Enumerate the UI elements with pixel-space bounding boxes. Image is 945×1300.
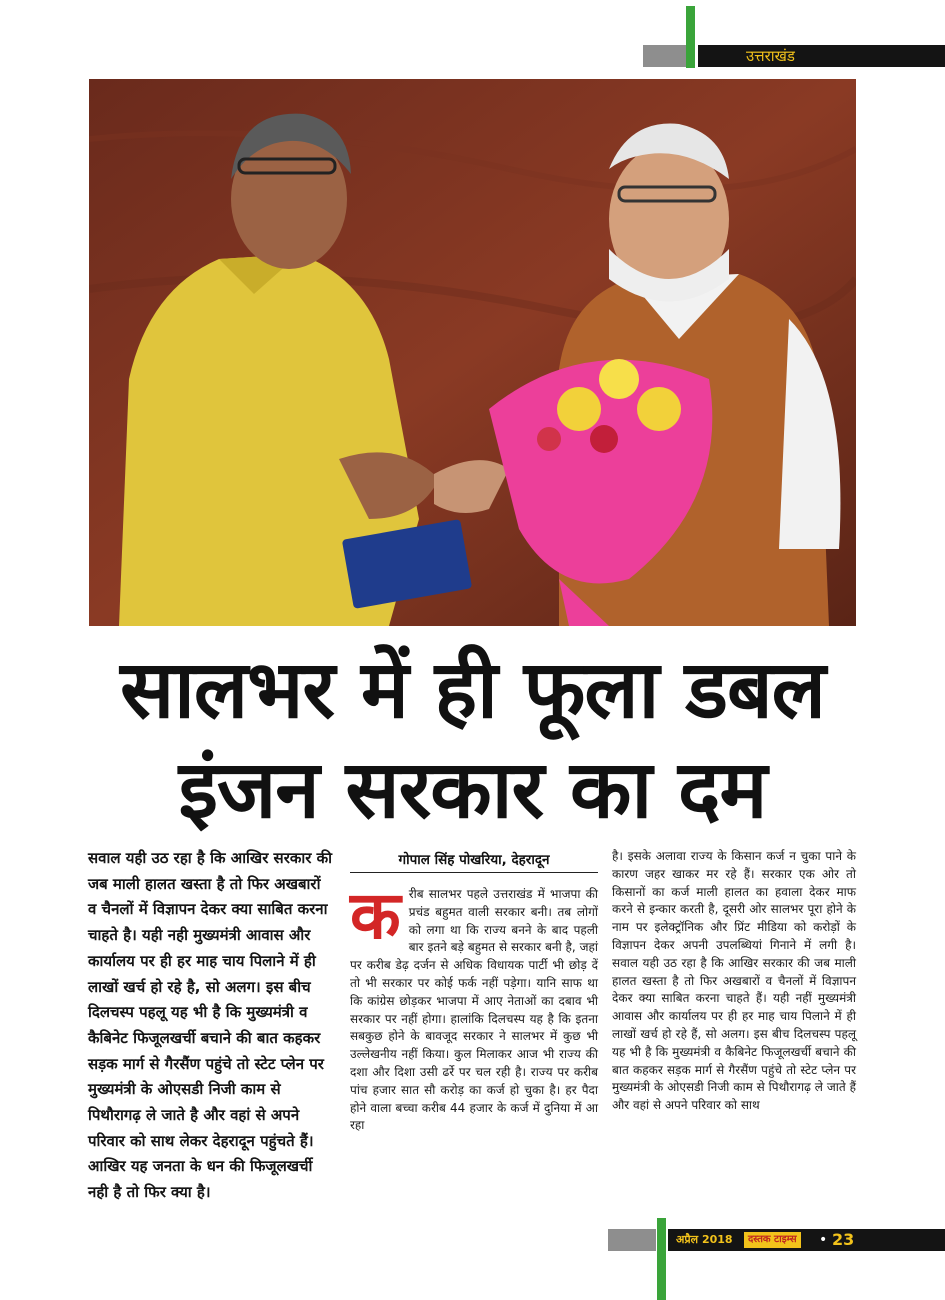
left-column-text: सवाल यही उठ रहा है कि आखिर सरकार की जब माली हालत खस्ता है तो फिर अखबारों व चैनलों में विज्ञापन देकर क्या साबित करना चाहते है। यही नही मुख्यमंत्री आवास और कार्यालय पर ही हर माह चाय पिलाने में ही लाखों खर्च हो रहे है, सो अलग। इस बीच दिलचस्प पहलू यह भी है कि मुख्यमंत्री व कैबिनेट फिजूलखर्ची बचाने की बात कहकर सड़क मार्ग से गैरसैंण पहुंचे तो स्टेट प्लेन पर मुख्यमंत्री के ओएसडी निजी काम से पिथौरागढ़ ले जाते है और वहां से अपने परिवार को साथ लेकर देहरादून पहुंचते हैं। आखिर यह जनता के धन की फिजूलखर्ची नही है तो फिर क्या है। — [88, 849, 332, 1202]
footer-separator-dot: • — [819, 1232, 828, 1248]
header-green-bar — [686, 6, 695, 68]
article-photo — [89, 79, 856, 626]
section-label: उत्तराखंड — [746, 47, 795, 65]
header-grey-block — [643, 45, 686, 67]
header-section-band — [698, 45, 945, 67]
footer-page-number: 23 — [832, 1230, 855, 1249]
footer-grey-block — [608, 1229, 656, 1251]
middle-column — [350, 877, 598, 1135]
byline: गोपाल सिंह पोखरिया, देहरादून — [398, 852, 550, 868]
footer-green-bar — [657, 1218, 666, 1300]
middle-column-text: रीब सालभर पहले उत्तराखंड में भाजपा की प्रचंड बहुमत वाली सरकार बनी। तब लोगों को लगा था कि राज्य बनने के बाद पहली बार इतने बड़े बहुमत से सरकार बनी है, जहां पर करीब डेढ़ दर्जन से अधिक विधायक पार्टी भी छोड़ दें तो भी सरकार पर कोई फर्क नहीं पड़ेगा। यानि साफ था कि कांग्रेस छोड़कर भाजपा में आए नेताओं का दबाव भी सरकार पर नहीं होगा। हालांकि दिलचस्प यह है कि इतना सबकुछ होने के बावजूद सरकार ने सालभर में कुछ भी उल्लेखनीय नहीं किया। कुल मिलाकर आज भी राज्य की दशा और दिशा उसी ढर्रे पर चल रही है। राज्य पर करीब पांच हजार सात सौ करोड़ का कर्ज हो चुका है। हर पैदा होने वाला बच्चा करीब 44 हजार के कर्ज में दुनिया में आ रहा — [350, 887, 598, 1133]
footer-magazine-logo: दस्तक टाइम्स — [744, 1232, 801, 1248]
headline-line-2: इंजन सरकार का दम — [178, 743, 767, 836]
byline-rule — [350, 872, 598, 873]
headline-line-1: सालभर में ही फूला डबल — [120, 643, 825, 736]
footer-issue-date: अप्रैल 2018 — [676, 1233, 733, 1246]
photo-handshake-icon — [89, 79, 856, 626]
right-column-text: है। इसके अलावा राज्य के किसान कर्ज न चुका पाने के कारण जहर खाकर मर रहे हैं। सरकार एक ओर तो किसानों का कर्ज माली हालत का हवाला देकर माफ करने से इन्कार करती है, दूसरी ओर सालभर पूरा होने के नाम पर इलेक्ट्रॉनिक और प्रिंट मीडिया को करोड़ों के विज्ञापन देकर अपनी उपलब्धियां गिनाने में लगी है। सवाल यही उठ रहा है कि आखिर सरकार की जब माली हालत खस्ता है तो फिर अखबारों व चैनलों में विज्ञापन देकर क्या साबित करना चाहते हैं। यही नहीं मुख्यमंत्री आवास और कार्यालय पर ही हर माह चाय पिलाने में ही लाखों खर्च हो रहे हैं, सो अलग। इस बीच दिलचस्प पहलू यह भी है कि मुख्यमंत्री व कैबिनेट फिजूलखर्ची बचाने की बात कहकर सड़क मार्ग से गैरसैंण पहुंचे तो स्टेट प्लेन पर मुख्यमंत्री के ओएसडी निजी काम से पिथौरागढ़ ले जाते हैं और वहां से अपने परिवार को साथ — [612, 849, 856, 1113]
headline — [40, 640, 905, 840]
drop-cap: क — [350, 877, 401, 954]
